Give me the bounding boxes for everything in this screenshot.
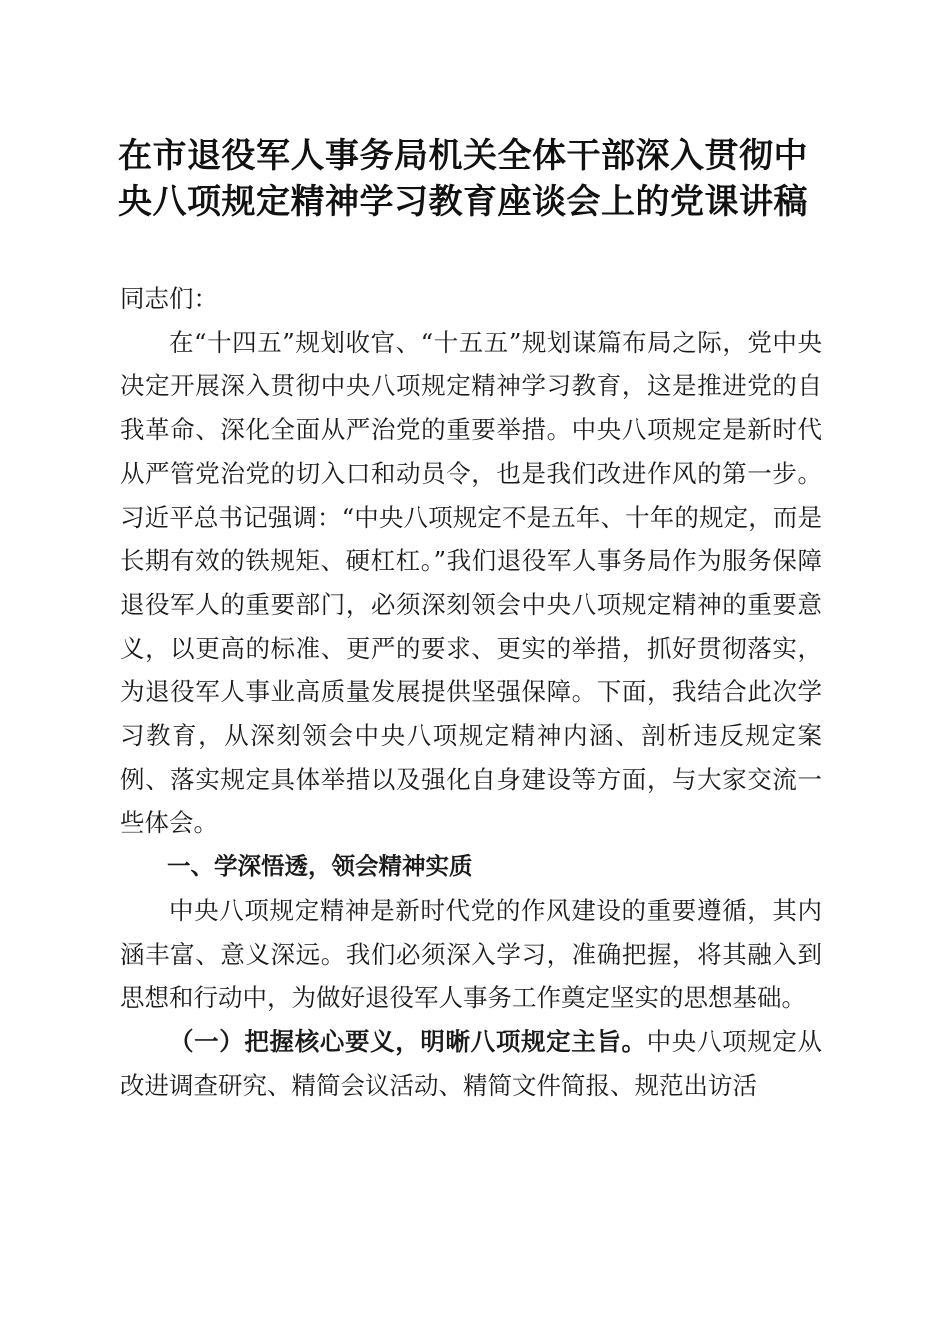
subsection-paragraph <box>120 1020 822 1107</box>
document-title: 在市退役军人事务局机关全体干部深入贯彻中央八项规定精神学习教育座谈会上的党课讲稿 <box>118 136 808 222</box>
subsection-lead: （一）把握核心要义，明晰八项规定主旨。 <box>169 1026 647 1056</box>
section-paragraph: 中央八项规定精神是新时代党的作风建设的重要遵循，其内涵丰富、意义深远。我们必须深入学习，准确把握，将其融入到思想和行动中，为做好退役军人事务工作奠定坚实的思想基础。 <box>120 895 822 1013</box>
document-body <box>120 277 822 1107</box>
section-heading: 一、学深悟透，领会精神实质 <box>167 852 473 881</box>
salutation: 同志们： <box>120 284 218 313</box>
subsection-text: 中央八项规定从改进调查研究、精简会议活动、精简文件简报、规范出访活 <box>120 1026 823 1100</box>
intro-paragraph: 在“十四五”规划收官、“十五五”规划谋篇布局之际，党中央决定开展深入贯彻中央八项规定精神学习教育，这是推进党的自我革命、深化全面从严治党的重要举措。中央八项规定是新时代从严管党治党的切入口和动员令，也是我们改进作风的第一步。习近平总书记强调：“中央八项规定不是五年、十年的规定，而是长期有效的铁规矩、硬杠杠。”我们退役军人事务局作为服务保障退役军人的重要部门，必须深刻领会中央八项规定精神的重要意义，以更高的标准、更严的要求、更实的举措，抓好贯彻落实，为退役军人事业高质量发展提供坚强保障。下面，我结合此次学习教育，从深刻领会中央八项规定精神内涵、剖析违反规定案例、落实规定具体举措以及强化自身建设等方面，与大家交流一些体会。 <box>120 327 822 838</box>
